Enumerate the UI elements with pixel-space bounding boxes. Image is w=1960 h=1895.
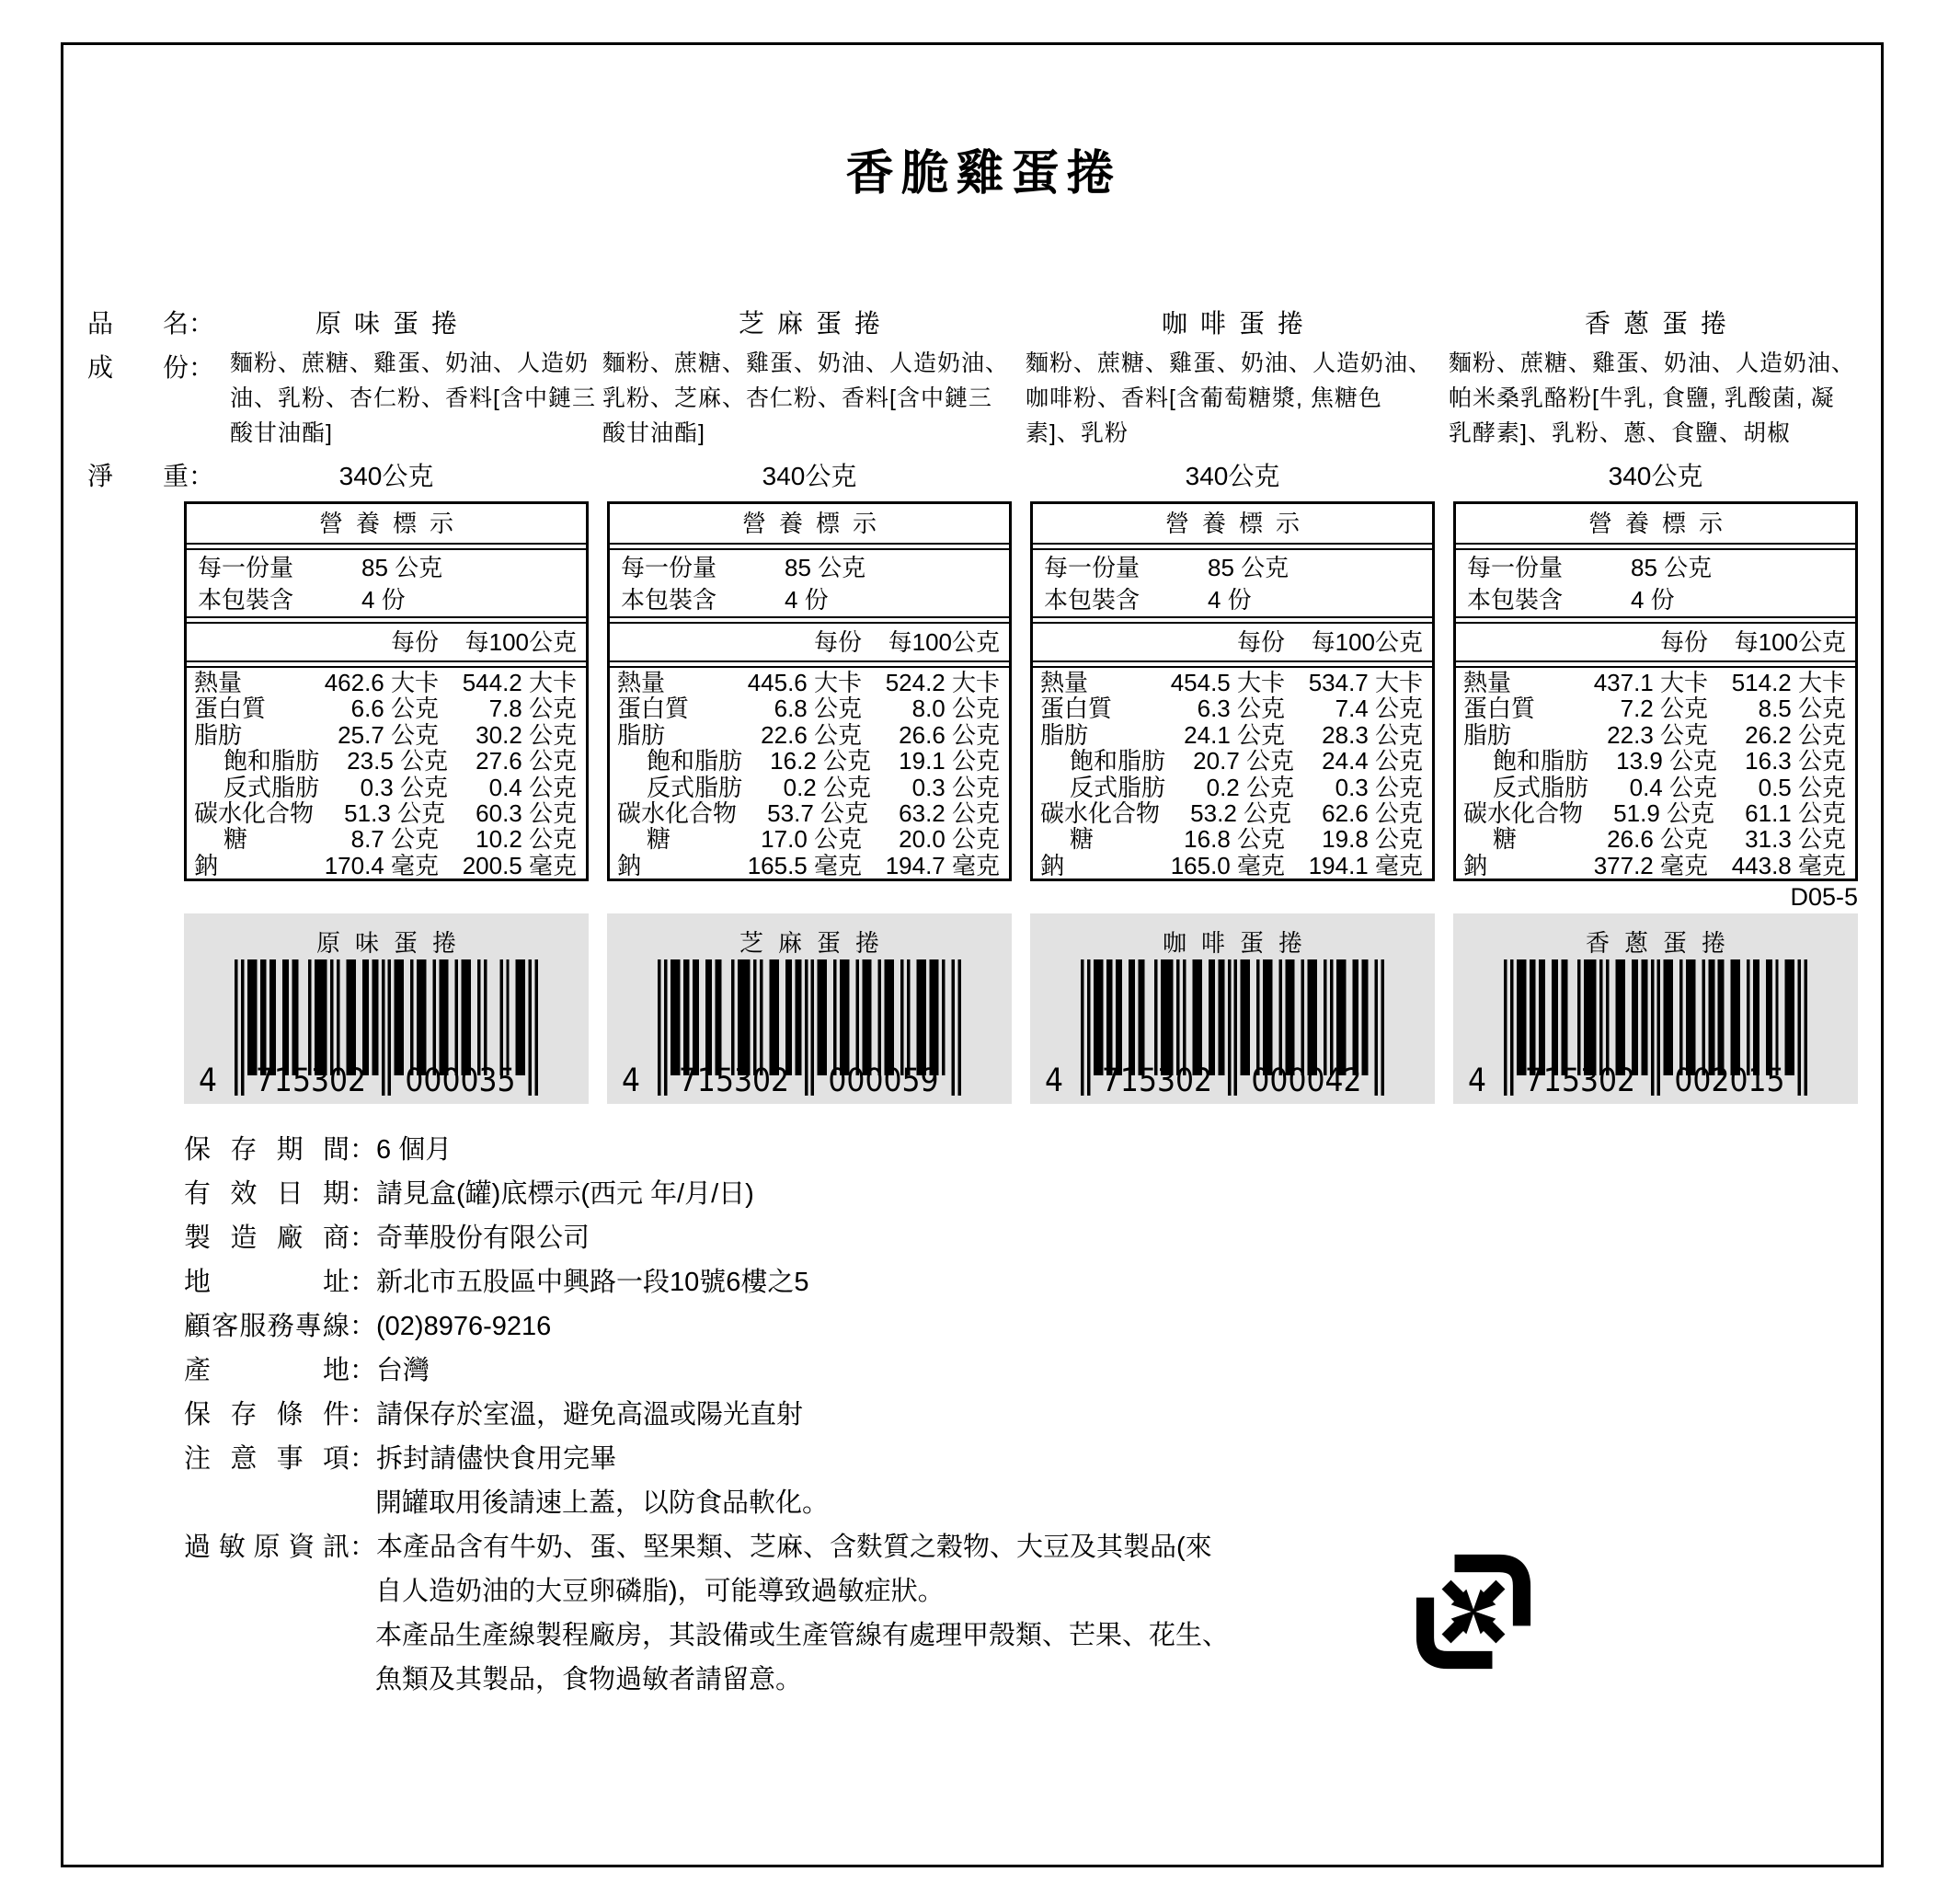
info-value: 請保存於室溫，避免高溫或陽光直射 bbox=[376, 1400, 804, 1430]
nutrition-row bbox=[187, 748, 586, 774]
nutrition-row bbox=[1033, 826, 1432, 852]
nutrition-row bbox=[1456, 722, 1855, 748]
product-net-weight: 340公克 bbox=[762, 462, 857, 490]
info-colon: ： bbox=[350, 1356, 377, 1385]
nutrient-label: 糖 bbox=[1493, 825, 1518, 854]
barcode-product-name: 咖啡蛋捲 bbox=[1162, 929, 1317, 957]
table-divider bbox=[610, 616, 1009, 624]
nutrient-label: 糖 bbox=[1070, 825, 1095, 854]
per-100g-value: 0.3 公克 bbox=[911, 773, 1000, 801]
info-label: 過敏原資訊 bbox=[184, 1533, 350, 1562]
per-100g-header: 每100公克 bbox=[464, 628, 577, 656]
per-100g-value: 194.7 毫克 bbox=[885, 851, 1000, 879]
nutrient-label: 碳水化合物 bbox=[1040, 798, 1161, 827]
per-100g-header: 每100公克 bbox=[1311, 628, 1423, 656]
nutrient-label: 碳水化合物 bbox=[194, 798, 315, 827]
nutrition-row bbox=[1033, 800, 1432, 826]
info-value-continued: 自人造奶油的大豆卵磷脂)，可能導致過敏症狀。 bbox=[375, 1577, 945, 1606]
nutrition-row bbox=[610, 826, 1009, 852]
per-serving-value: 53.7 公克 bbox=[767, 798, 868, 827]
table-divider bbox=[187, 660, 586, 668]
nutrition-table bbox=[1453, 501, 1858, 881]
nutrient-label: 碳水化合物 bbox=[617, 798, 738, 827]
per-100g-value: 7.4 公克 bbox=[1335, 695, 1423, 723]
per-serving-value: 23.5 公克 bbox=[347, 747, 448, 775]
per-100g-value: 60.3 公克 bbox=[476, 798, 577, 827]
per-100g-value: 63.2 公克 bbox=[899, 798, 1000, 827]
info-row bbox=[184, 1349, 1435, 1393]
barcode-number: 4 bbox=[1045, 1062, 1064, 1099]
nutrition-title: 營養標示 bbox=[318, 510, 466, 537]
barcode-number: 715302 bbox=[255, 1062, 367, 1099]
nutrient-label: 飽和脂肪 bbox=[647, 747, 743, 775]
nutrient-label: 熱量 bbox=[194, 669, 243, 696]
info-label: 注意事項 bbox=[184, 1444, 350, 1474]
per-100g-value: 8.0 公克 bbox=[911, 695, 1000, 723]
per-100g-value: 10.2 公克 bbox=[476, 825, 577, 854]
info-value-continued: 開罐取用後請速上蓋，以防食品軟化。 bbox=[375, 1488, 830, 1518]
nutrition-rows bbox=[610, 668, 1009, 879]
barcode bbox=[607, 913, 1012, 1104]
per-100g-value: 8.5 公克 bbox=[1758, 695, 1846, 723]
per-100g-value: 0.5 公克 bbox=[1758, 773, 1846, 801]
field-label-net-weight: 淨重 bbox=[87, 462, 189, 490]
serving-size-row bbox=[1033, 552, 1432, 584]
nutrient-label: 鈉 bbox=[1463, 851, 1488, 879]
nutrition-title: 營養標示 bbox=[741, 510, 889, 537]
per-100g-value: 443.8 毫克 bbox=[1731, 851, 1846, 879]
nutrition-row bbox=[1456, 800, 1855, 826]
header-spacer bbox=[1456, 624, 1570, 660]
nutrient-label: 反式脂肪 bbox=[224, 773, 320, 801]
nutrition-row bbox=[1456, 748, 1855, 774]
nutrition-rows bbox=[1456, 668, 1855, 879]
field-colon: ： bbox=[189, 309, 215, 338]
info-colon: ： bbox=[350, 1533, 377, 1562]
servings-label: 本包裝含 bbox=[621, 586, 717, 614]
per-serving-header: 每份 bbox=[1659, 628, 1708, 656]
nutrition-row bbox=[187, 826, 586, 852]
nutrition-row bbox=[1456, 695, 1855, 721]
per-serving-value: 20.7 公克 bbox=[1193, 747, 1294, 775]
nutrition-row bbox=[187, 800, 586, 826]
info-value: (02)8976-9216 bbox=[376, 1312, 552, 1341]
info-label: 保存條件 bbox=[184, 1400, 350, 1430]
product-net-weight: 340公克 bbox=[1608, 462, 1703, 490]
per-100g-value: 534.7 大卡 bbox=[1308, 669, 1423, 696]
page-title: 香脆雞蛋捲 bbox=[845, 147, 1122, 201]
per-serving-value: 17.0 公克 bbox=[761, 825, 862, 854]
nutrient-label: 反式脂肪 bbox=[1493, 773, 1589, 801]
per-serving-value: 377.2 毫克 bbox=[1593, 851, 1708, 879]
servings-value: 4 份 bbox=[1208, 586, 1252, 614]
per-100g-header: 每100公克 bbox=[1734, 628, 1846, 656]
per-serving-value: 51.3 公克 bbox=[344, 798, 445, 827]
info-colon: ： bbox=[350, 1223, 377, 1253]
product-name: 原味蛋捲 bbox=[315, 309, 470, 338]
info-value: 本產品含有牛奶、蛋、堅果類、芝麻、含麩質之穀物、大豆及其製品(來 bbox=[376, 1533, 1212, 1562]
nutrition-row bbox=[1033, 722, 1432, 748]
nutrient-label: 脂肪 bbox=[1040, 720, 1089, 749]
nutrient-label: 鈉 bbox=[617, 851, 642, 879]
info-label: 有效日期 bbox=[184, 1179, 350, 1209]
nutrient-label: 鈉 bbox=[194, 851, 219, 879]
per-serving-value: 8.7 公克 bbox=[350, 825, 439, 854]
serving-size-row bbox=[187, 552, 586, 584]
table-divider bbox=[1033, 543, 1432, 550]
servings-label: 本包裝含 bbox=[198, 586, 294, 614]
field-row-ingredients bbox=[87, 348, 214, 385]
per-100g-value: 62.6 公克 bbox=[1322, 798, 1423, 827]
barcode-number: 715302 bbox=[1524, 1062, 1636, 1099]
product-ingredients: 麵粉、蔗糖、雞蛋、奶油、人造奶油、乳粉、芝麻、杏仁粉、香料[含中鏈三酸甘油酯] bbox=[602, 350, 1010, 446]
per-100g-value: 28.3 公克 bbox=[1322, 720, 1423, 749]
nutrient-label: 反式脂肪 bbox=[1070, 773, 1166, 801]
field-colon: ： bbox=[189, 462, 215, 490]
nutrition-row bbox=[1456, 670, 1855, 695]
per-serving-value: 16.2 公克 bbox=[770, 747, 871, 775]
serving-size-row bbox=[610, 552, 1009, 584]
per-serving-value: 165.0 毫克 bbox=[1170, 851, 1285, 879]
per-100g-value: 30.2 公克 bbox=[476, 720, 577, 749]
serving-size-value: 85 公克 bbox=[361, 554, 443, 581]
field-colon: ： bbox=[189, 353, 215, 382]
nutrition-table bbox=[607, 501, 1012, 881]
info-value: 6 個月 bbox=[376, 1135, 453, 1165]
per-serving-header: 每份 bbox=[390, 628, 439, 656]
per-100g-value: 524.2 大卡 bbox=[885, 669, 1000, 696]
info-colon: ： bbox=[350, 1312, 377, 1341]
serving-section bbox=[610, 550, 1009, 616]
per-100g-value: 20.0 公克 bbox=[899, 825, 1000, 854]
nutrient-label: 飽和脂肪 bbox=[1493, 747, 1589, 775]
table-divider bbox=[610, 660, 1009, 668]
nutrition-row bbox=[1033, 775, 1432, 800]
info-row bbox=[184, 1304, 1435, 1349]
table-divider bbox=[1456, 543, 1855, 550]
nutrition-row bbox=[610, 722, 1009, 748]
per-100g-value: 0.4 公克 bbox=[488, 773, 577, 801]
nutrient-label: 熱量 bbox=[617, 669, 666, 696]
nutrition-title: 營養標示 bbox=[1164, 510, 1312, 537]
per-serving-value: 16.8 公克 bbox=[1184, 825, 1285, 854]
nutrient-label: 反式脂肪 bbox=[647, 773, 743, 801]
barcode-product-name: 香蔥蛋捲 bbox=[1585, 929, 1740, 957]
nutrient-label: 飽和脂肪 bbox=[1070, 747, 1166, 775]
per-100g-value: 544.2 大卡 bbox=[462, 669, 577, 696]
servings-row bbox=[187, 584, 586, 616]
table-divider bbox=[610, 543, 1009, 550]
column-header-row bbox=[1456, 624, 1855, 660]
nutrient-label: 蛋白質 bbox=[194, 695, 267, 723]
serving-size-label: 每一份量 bbox=[1044, 554, 1140, 581]
serving-size-label: 每一份量 bbox=[198, 554, 294, 581]
per-serving-value: 462.6 大卡 bbox=[324, 669, 439, 696]
nutrition-row bbox=[1456, 853, 1855, 879]
barcode-number: 000035 bbox=[405, 1062, 516, 1099]
column-header-row bbox=[187, 624, 586, 660]
servings-value: 4 份 bbox=[1631, 586, 1675, 614]
nutrition-row bbox=[610, 775, 1009, 800]
nutrient-label: 飽和脂肪 bbox=[224, 747, 320, 775]
per-100g-value: 194.1 毫克 bbox=[1308, 851, 1423, 879]
barcode-number: 002015 bbox=[1674, 1062, 1785, 1099]
barcode-number: 4 bbox=[1468, 1062, 1487, 1099]
nutrition-row bbox=[1456, 775, 1855, 800]
info-row bbox=[184, 1172, 1435, 1216]
per-serving-value: 7.2 公克 bbox=[1620, 695, 1708, 723]
nutrient-label: 熱量 bbox=[1463, 669, 1512, 696]
table-divider bbox=[187, 543, 586, 550]
info-value: 台灣 bbox=[376, 1356, 430, 1385]
per-100g-value: 0.3 公克 bbox=[1335, 773, 1423, 801]
nutrition-table bbox=[184, 501, 589, 881]
per-serving-header: 每份 bbox=[1236, 628, 1285, 656]
barcode bbox=[1453, 913, 1858, 1104]
nutrition-row bbox=[610, 670, 1009, 695]
product-net-weight: 340公克 bbox=[338, 462, 434, 490]
nutrition-row bbox=[187, 695, 586, 721]
per-serving-value: 0.2 公克 bbox=[783, 773, 871, 801]
table-divider bbox=[1033, 616, 1432, 624]
info-value: 拆封請儘快食用完畢 bbox=[376, 1444, 617, 1474]
per-100g-value: 61.1 公克 bbox=[1745, 798, 1846, 827]
nutrient-label: 蛋白質 bbox=[617, 695, 690, 723]
info-label: 保存期間 bbox=[184, 1135, 350, 1165]
nutrient-label: 蛋白質 bbox=[1040, 695, 1113, 723]
info-value: 新北市五股區中興路一段10號6樓之5 bbox=[376, 1268, 809, 1297]
info-colon: ： bbox=[350, 1400, 377, 1430]
per-100g-value: 514.2 大卡 bbox=[1731, 669, 1846, 696]
product-name: 香蔥蛋捲 bbox=[1584, 309, 1739, 338]
per-100g-value: 27.6 公克 bbox=[476, 747, 577, 775]
info-label: 產地 bbox=[184, 1356, 350, 1385]
field-row-product-name bbox=[87, 304, 214, 340]
nutrition-row bbox=[610, 853, 1009, 879]
nutrient-label: 熱量 bbox=[1040, 669, 1089, 696]
per-serving-value: 26.6 公克 bbox=[1607, 825, 1708, 854]
nutrient-label: 糖 bbox=[224, 825, 248, 854]
nutrition-table bbox=[1030, 501, 1435, 881]
per-100g-value: 16.3 公克 bbox=[1745, 747, 1846, 775]
header-spacer bbox=[610, 624, 724, 660]
table-divider bbox=[1456, 616, 1855, 624]
serving-size-value: 85 公克 bbox=[1631, 554, 1713, 581]
nutrition-row bbox=[610, 748, 1009, 774]
nutrition-row bbox=[1033, 748, 1432, 774]
barcode bbox=[1030, 913, 1435, 1104]
serving-section bbox=[187, 550, 586, 616]
nutrition-row bbox=[187, 775, 586, 800]
nutrient-label: 鈉 bbox=[1040, 851, 1065, 879]
per-100g-header: 每100公克 bbox=[888, 628, 1000, 656]
barcode-number: 4 bbox=[622, 1062, 641, 1099]
per-serving-value: 454.5 大卡 bbox=[1170, 669, 1285, 696]
per-100g-value: 31.3 公克 bbox=[1745, 825, 1846, 854]
per-100g-value: 26.6 公克 bbox=[899, 720, 1000, 749]
info-value-continued: 本產品生產線製程廠房，其設備或生產管線有處理甲殼類、芒果、花生、 bbox=[375, 1621, 1230, 1650]
info-colon: ： bbox=[350, 1179, 377, 1209]
header-spacer bbox=[187, 624, 301, 660]
info-colon: ： bbox=[350, 1444, 377, 1474]
per-serving-value: 51.9 公克 bbox=[1613, 798, 1714, 827]
nutrient-label: 脂肪 bbox=[194, 720, 243, 749]
info-value: 奇華股份有限公司 bbox=[376, 1223, 590, 1253]
nutrition-row bbox=[1033, 670, 1432, 695]
servings-label: 本包裝含 bbox=[1467, 586, 1564, 614]
barcode-number: 715302 bbox=[1101, 1062, 1213, 1099]
nutrition-row bbox=[187, 853, 586, 879]
barcode-number: 000059 bbox=[828, 1062, 939, 1099]
nutrition-row bbox=[1033, 853, 1432, 879]
barcode-product-name: 芝麻蛋捲 bbox=[739, 929, 894, 957]
servings-row bbox=[1456, 584, 1855, 616]
per-serving-value: 6.8 公克 bbox=[774, 695, 862, 723]
barcode bbox=[184, 913, 589, 1104]
column-header-row bbox=[1033, 624, 1432, 660]
barcode-number: 715302 bbox=[678, 1062, 790, 1099]
info-row bbox=[184, 1128, 1435, 1172]
per-serving-value: 6.6 公克 bbox=[350, 695, 439, 723]
per-serving-value: 0.4 公克 bbox=[1629, 773, 1717, 801]
nutrition-row bbox=[1456, 826, 1855, 852]
per-serving-value: 25.7 公克 bbox=[338, 720, 439, 749]
per-serving-value: 0.2 公克 bbox=[1206, 773, 1294, 801]
per-serving-value: 22.3 公克 bbox=[1607, 720, 1708, 749]
serving-size-label: 每一份量 bbox=[1467, 554, 1564, 581]
servings-label: 本包裝含 bbox=[1044, 586, 1140, 614]
per-100g-value: 24.4 公克 bbox=[1322, 747, 1423, 775]
nutrition-rows bbox=[187, 668, 586, 879]
per-serving-value: 437.1 大卡 bbox=[1593, 669, 1708, 696]
barcode-number: 000042 bbox=[1251, 1062, 1362, 1099]
nutrient-label: 脂肪 bbox=[617, 720, 666, 749]
per-serving-value: 445.6 大卡 bbox=[747, 669, 862, 696]
product-ingredients: 麵粉、蔗糖、雞蛋、奶油、人造奶油、帕米桑乳酪粉[牛乳, 食鹽, 乳酸菌, 凝乳酵素]、乳粉、蔥、食鹽、胡椒 bbox=[1449, 350, 1856, 446]
info-colon: ： bbox=[350, 1135, 377, 1165]
serving-section bbox=[1456, 550, 1855, 616]
servings-value: 4 份 bbox=[785, 586, 829, 614]
per-serving-value: 6.3 公克 bbox=[1197, 695, 1285, 723]
info-row bbox=[184, 1260, 1435, 1304]
product-name: 芝麻蛋捲 bbox=[738, 309, 893, 338]
per-serving-value: 170.4 毫克 bbox=[324, 851, 439, 879]
table-divider bbox=[1033, 660, 1432, 668]
serving-size-value: 85 公克 bbox=[1208, 554, 1289, 581]
nutrient-label: 蛋白質 bbox=[1463, 695, 1536, 723]
per-100g-value: 19.8 公克 bbox=[1322, 825, 1423, 854]
info-value-continued: 魚類及其製品，食物過敏者請留意。 bbox=[375, 1665, 803, 1694]
field-row-net-weight bbox=[87, 456, 214, 493]
nutrition-row bbox=[1033, 695, 1432, 721]
serving-section bbox=[1033, 550, 1432, 616]
per-serving-value: 22.6 公克 bbox=[761, 720, 862, 749]
info-colon: ： bbox=[350, 1268, 377, 1297]
servings-row bbox=[610, 584, 1009, 616]
table-divider bbox=[1456, 660, 1855, 668]
product-code: D05-5 bbox=[1790, 883, 1858, 911]
per-serving-header: 每份 bbox=[813, 628, 862, 656]
nutrition-row bbox=[610, 695, 1009, 721]
info-row bbox=[184, 1437, 1435, 1481]
per-100g-value: 7.8 公克 bbox=[488, 695, 577, 723]
nutrition-row bbox=[187, 722, 586, 748]
per-100g-value: 200.5 毫克 bbox=[462, 851, 577, 879]
per-serving-value: 165.5 毫克 bbox=[747, 851, 862, 879]
nutrient-label: 糖 bbox=[647, 825, 671, 854]
info-section bbox=[184, 1128, 1435, 1702]
nutrition-title: 營養標示 bbox=[1587, 510, 1736, 537]
servings-row bbox=[1033, 584, 1432, 616]
barcode-number: 4 bbox=[199, 1062, 218, 1099]
per-100g-value: 26.2 公克 bbox=[1745, 720, 1846, 749]
field-label-ingredients: 成份 bbox=[87, 353, 189, 382]
info-value: 請見盒(罐)底標示(西元 年/月/日) bbox=[376, 1179, 754, 1209]
nutrient-label: 碳水化合物 bbox=[1463, 798, 1584, 827]
nutrition-rows bbox=[1033, 668, 1432, 879]
product-name: 咖啡蛋捲 bbox=[1161, 309, 1316, 338]
serving-size-label: 每一份量 bbox=[621, 554, 717, 581]
header-spacer bbox=[1033, 624, 1147, 660]
info-row bbox=[184, 1216, 1435, 1260]
nutrition-row bbox=[187, 670, 586, 695]
info-label: 顧客服務專線 bbox=[184, 1312, 350, 1341]
info-row bbox=[184, 1393, 1435, 1437]
per-serving-value: 24.1 公克 bbox=[1184, 720, 1285, 749]
product-ingredients: 麵粉、蔗糖、雞蛋、奶油、人造奶油、乳粉、杏仁粉、香料[含中鏈三酸甘油酯] bbox=[230, 350, 596, 446]
barcode-product-name: 原味蛋捲 bbox=[315, 929, 471, 957]
field-label-product-name: 品名 bbox=[87, 309, 189, 338]
per-serving-value: 53.2 公克 bbox=[1190, 798, 1291, 827]
column-header-row bbox=[610, 624, 1009, 660]
per-100g-value: 19.1 公克 bbox=[899, 747, 1000, 775]
product-ingredients: 麵粉、蔗糖、雞蛋、奶油、人造奶油、咖啡粉、香料[含葡萄糖漿, 焦糖色素]、乳粉 bbox=[1026, 350, 1433, 446]
per-serving-value: 13.9 公克 bbox=[1616, 747, 1717, 775]
recycling-symbol-icon bbox=[1415, 1553, 1532, 1671]
serving-size-row bbox=[1456, 552, 1855, 584]
nutrition-row bbox=[610, 800, 1009, 826]
per-serving-value: 0.3 公克 bbox=[360, 773, 448, 801]
serving-size-value: 85 公克 bbox=[785, 554, 866, 581]
info-label: 製造廠商 bbox=[184, 1223, 350, 1253]
servings-value: 4 份 bbox=[361, 586, 406, 614]
product-net-weight: 340公克 bbox=[1185, 462, 1280, 490]
info-row bbox=[184, 1525, 1435, 1569]
table-divider bbox=[187, 616, 586, 624]
info-label: 地址 bbox=[184, 1268, 350, 1297]
nutrient-label: 脂肪 bbox=[1463, 720, 1512, 749]
